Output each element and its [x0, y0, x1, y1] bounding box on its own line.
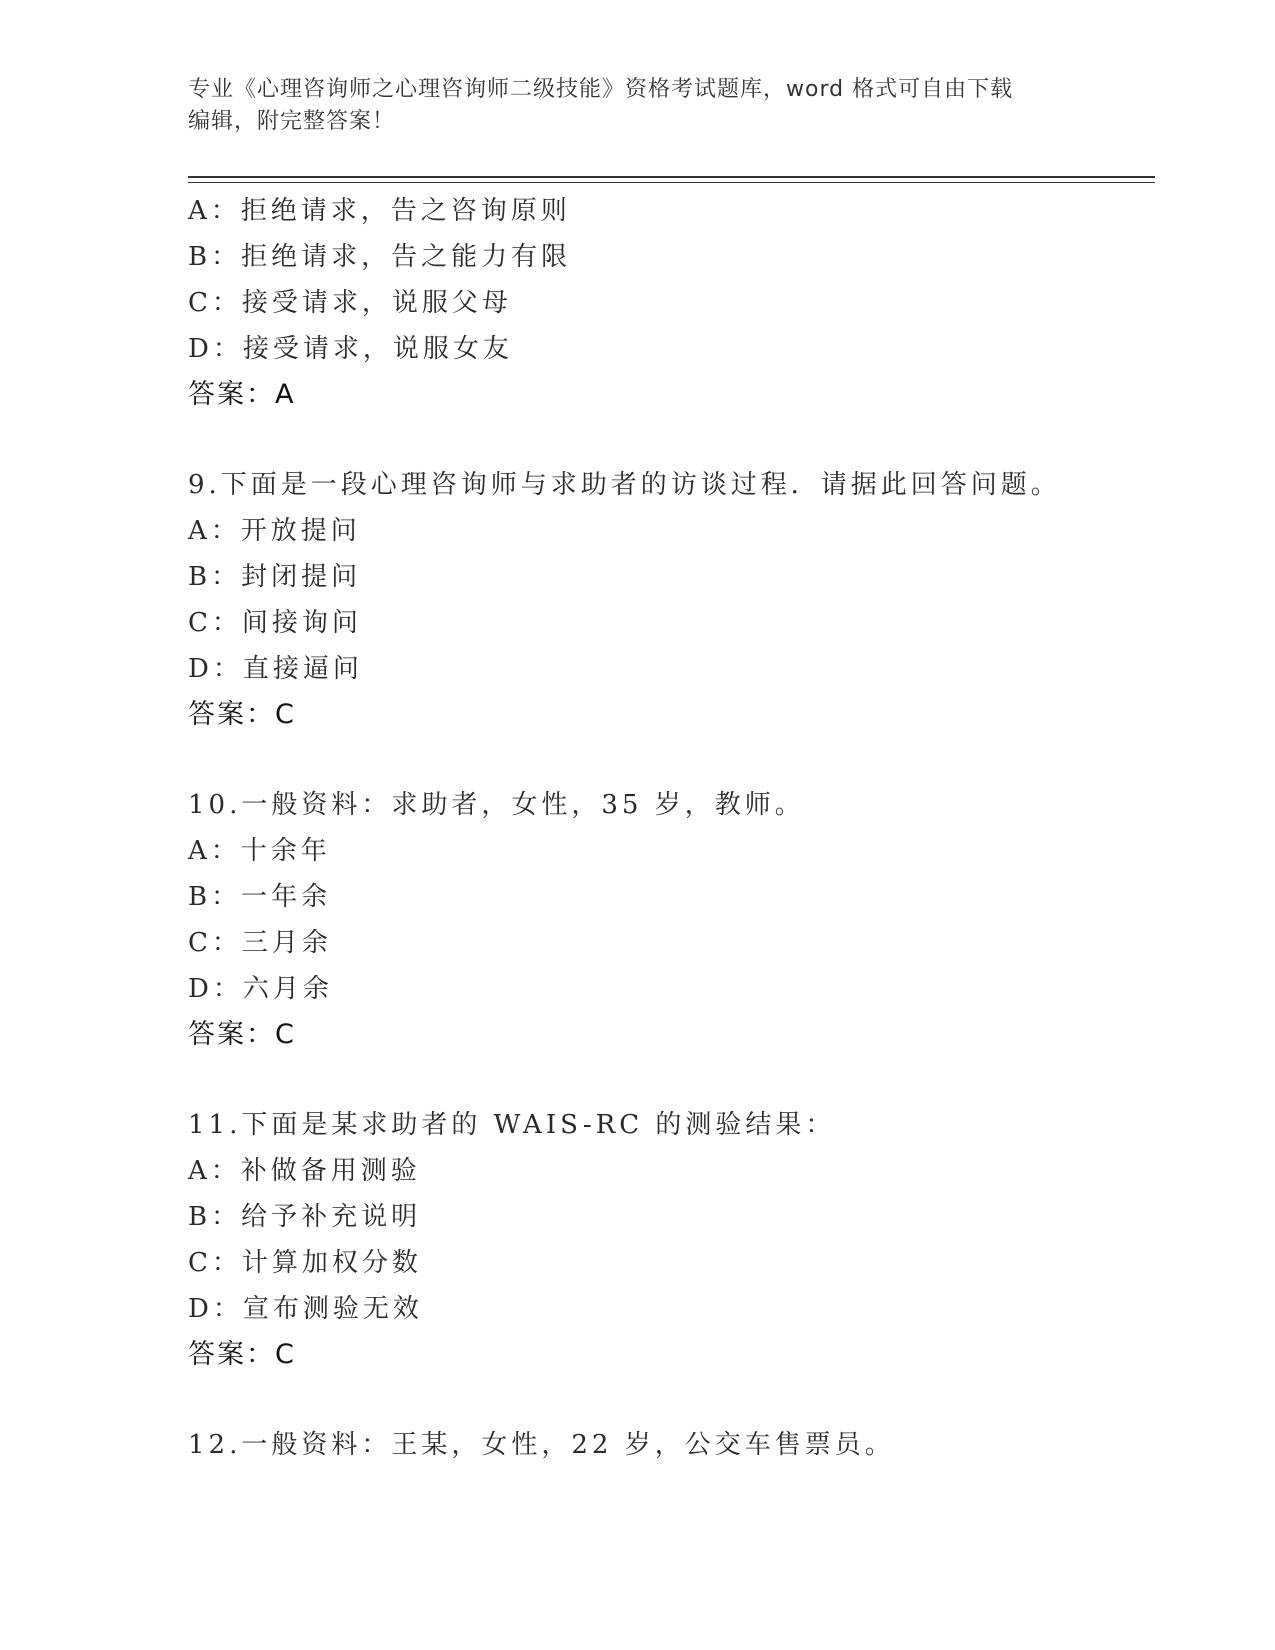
option-b: B：封闭提问	[188, 562, 362, 592]
option-d: D：直接逼问	[188, 654, 363, 684]
header-line-2: 编辑，附完整答案！	[188, 109, 396, 134]
document-header	[188, 74, 1088, 138]
answer-line: 答案：C	[188, 1339, 296, 1370]
question-block-10	[188, 782, 1168, 1058]
option-c: C：接受请求，说服父母	[188, 288, 512, 318]
answer-line: 答案：A	[188, 379, 296, 410]
option-c: C：计算加权分数	[188, 1248, 422, 1278]
question-text: 10.一般资料：求助者，女性，35 岁，教师。	[188, 790, 805, 820]
answer-line: 答案：C	[188, 1019, 296, 1050]
option-d: D：六月余	[188, 974, 333, 1004]
option-a: A：开放提问	[188, 516, 361, 546]
answer-line: 答案：C	[188, 699, 296, 730]
header-divider-thin	[188, 182, 1155, 183]
question-block-11	[188, 1102, 1168, 1378]
question-text: 12.一般资料：王某，女性，22 岁，公交车售票员。	[188, 1430, 895, 1460]
header-divider-thick	[188, 176, 1155, 178]
option-d: D：宣布测验无效	[188, 1294, 423, 1324]
question-block-12	[188, 1422, 1168, 1468]
question-text: 11.下面是某求助者的 WAIS-RC 的测验结果：	[188, 1110, 836, 1140]
option-b: B：拒绝请求，告之能力有限	[188, 242, 572, 272]
question-block-9	[188, 462, 1168, 738]
option-c: C：三月余	[188, 928, 332, 958]
header-line-1: 专业《心理咨询师之心理咨询师二级技能》资格考试题库，word 格式可自由下载	[188, 77, 1014, 102]
question-block-prev	[188, 188, 1168, 418]
option-a: A：十余年	[188, 836, 331, 866]
option-b: B：一年余	[188, 882, 332, 912]
option-d: D：接受请求，说服女友	[188, 334, 513, 364]
question-content	[188, 188, 1168, 1468]
question-text: 9.下面是一段心理咨询师与求助者的访谈过程．请据此回答问题。	[188, 470, 1061, 500]
option-a: A：拒绝请求，告之咨询原则	[188, 196, 571, 226]
option-b: B：给予补充说明	[188, 1202, 422, 1232]
option-c: C：间接询问	[188, 608, 362, 638]
option-a: A：补做备用测验	[188, 1156, 421, 1186]
